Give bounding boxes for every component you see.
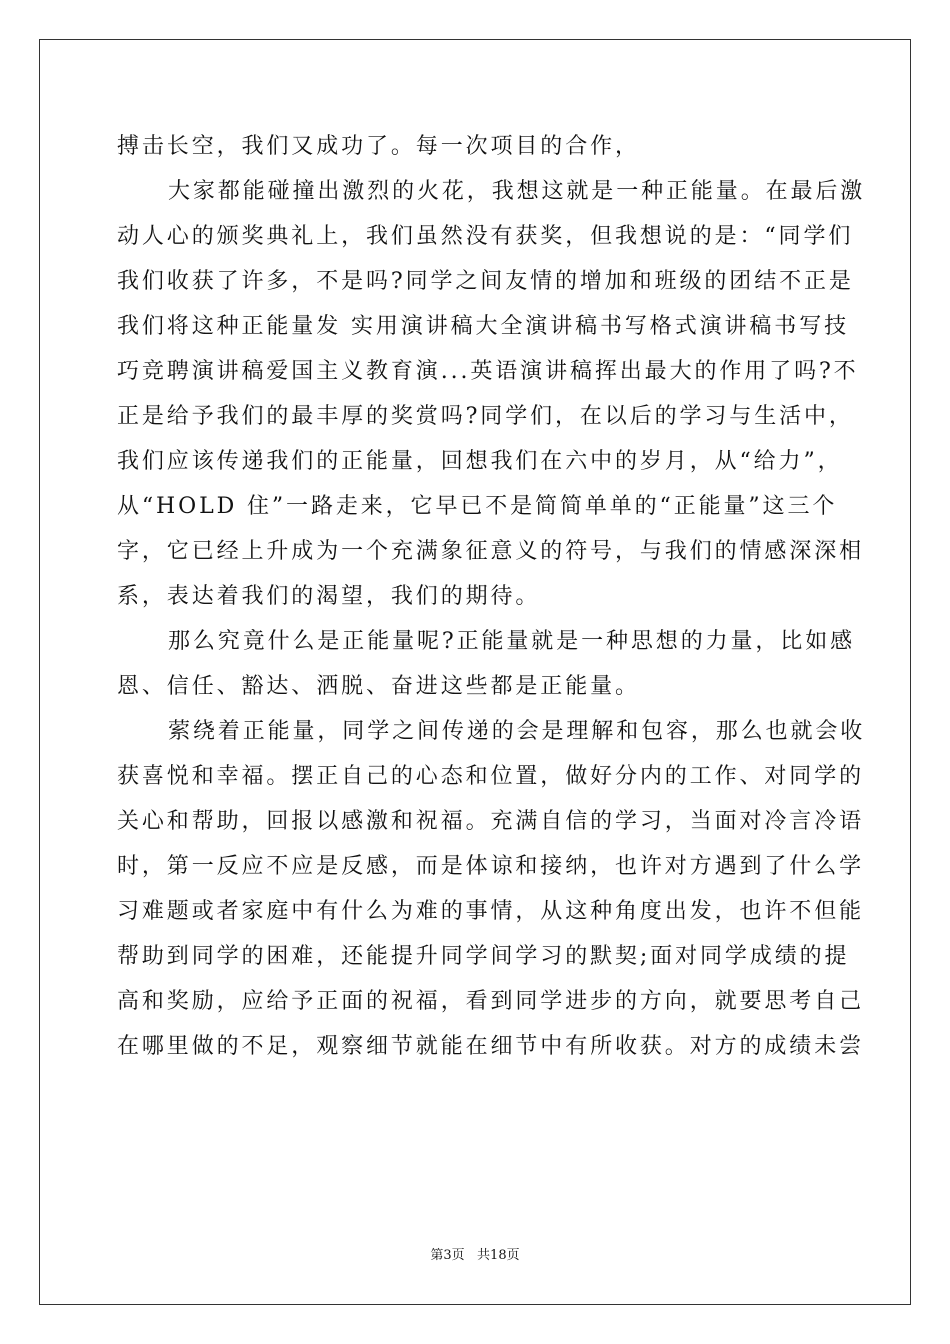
- text-line: 字，它已经上升成为一个充满象征意义的符号，与我们的情感深深相: [117, 539, 865, 564]
- text-line: 关心和帮助，回报以感激和祝福。充满自信的学习，当面对冷言冷语: [117, 809, 865, 834]
- text-line: 我们将这种正能量发 实用演讲稿大全演讲稿书写格式演讲稿书写技: [117, 314, 849, 339]
- text-line: 巧竞聘演讲稿爱国主义教育演...英语演讲稿挥出最大的作用了吗?不: [117, 359, 859, 384]
- text-line: 高和奖励，应给予正面的祝福，看到同学进步的方向，就要思考自己: [117, 989, 865, 1014]
- body-text: [117, 124, 866, 1069]
- text-line: 恩、信任、豁达、洒脱、奋进这些都是正能量。: [117, 674, 640, 699]
- text-line: 从“HOLD 住”一路走来，它早已不是简简单单的“正能量”这三个: [117, 494, 838, 519]
- text-line: 系，表达着我们的渴望，我们的期待。: [117, 584, 541, 609]
- text-line: 帮助到同学的困难，还能提升同学间学习的默契;面对同学成绩的提: [117, 944, 850, 969]
- text-line: 获喜悦和幸福。摆正自己的心态和位置，做好分内的工作、对同学的: [117, 764, 865, 789]
- text-line: 在哪里做的不足，观察细节就能在细节中有所收获。对方的成绩未尝: [117, 1034, 865, 1059]
- text-line: 搏击长空，我们又成功了。每一次项目的合作，: [117, 134, 640, 159]
- text-line: 那么究竟什么是正能量呢?正能量就是一种思想的力量，比如感: [168, 629, 855, 654]
- text-line: 动人心的颁奖典礼上，我们虽然没有获奖，但我想说的是：“同学们: [117, 224, 854, 249]
- text-line: 我们收获了许多，不是吗?同学之间友情的增加和班级的团结不正是: [117, 269, 854, 294]
- text-line: 萦绕着正能量，同学之间传递的会是理解和包容，那么也就会收: [168, 719, 866, 744]
- text-line: 大家都能碰撞出激烈的火花，我想这就是一种正能量。在最后激: [168, 179, 866, 204]
- text-line: 习难题或者家庭中有什么为难的事情，从这种角度出发，也许不但能: [117, 899, 865, 924]
- page-footer: 第3页 共18页: [430, 1248, 520, 1263]
- text-line: 正是给予我们的最丰厚的奖赏吗?同学们，在以后的学习与生活中，: [117, 404, 854, 429]
- text-line: 我们应该传递我们的正能量，回想我们在六中的岁月，从“给力”，: [117, 449, 843, 474]
- text-line: 时，第一反应不应是反感，而是体谅和接纳，也许对方遇到了什么学: [117, 854, 865, 879]
